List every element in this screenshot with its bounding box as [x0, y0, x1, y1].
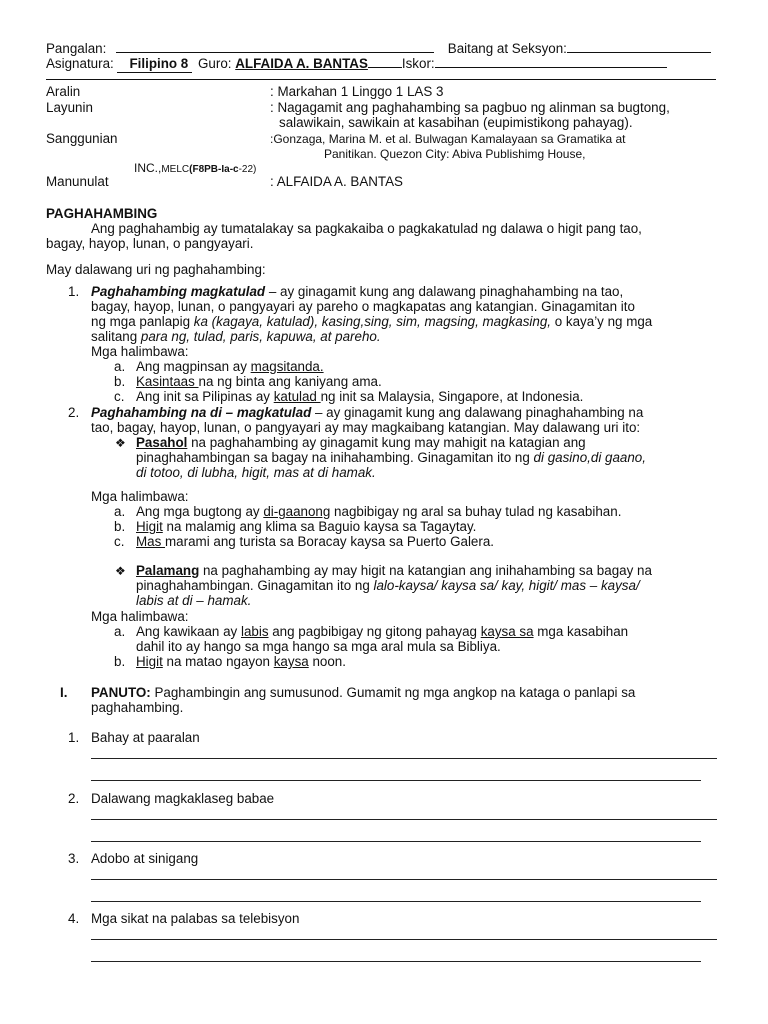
palamang-line-3: labis at di – hamak. — [136, 593, 252, 608]
aralin-label: Aralin — [46, 84, 81, 99]
item1-line-2: bagay, hayop, lunan, o pangyayari ay pareho o magkapatas ang katangian. Ginagamitan ito — [91, 299, 635, 314]
item1-line-3: ng mga panlapig ka (kagaya, katulad), kasing,sing, sim, magsing, magkasing, o kaya’y ng mga — [91, 314, 653, 329]
answer-line[interactable] — [91, 841, 701, 842]
item2-term: Paghahambing na di – magkatulad — [91, 405, 312, 420]
question-4-text: Mga sikat na palabas sa telebisyon — [91, 911, 300, 926]
lesson-intro-1: Ang paghahambig ay tumatalakay sa pagkakaiba o pagkakatulad ng dalawa o higit pang tao, — [91, 221, 642, 236]
panuto-label: PANUTO: — [91, 685, 151, 700]
sanggunian-label: Sanggunian — [46, 131, 118, 146]
question-3-number: 3. — [68, 851, 80, 866]
question-4-number: 4. — [68, 911, 80, 926]
pasahol-term: Pasahol — [136, 435, 188, 450]
pasahol-example-a-letter: a. — [114, 504, 126, 519]
pasahol-line-1: Pasahol na paghahambing ay ginagamit kung may mahigit na katagian ang — [136, 435, 586, 450]
pangalan-field[interactable] — [116, 40, 434, 53]
question-1-number: 1. — [68, 730, 80, 745]
palamang-term: Palamang — [136, 563, 200, 578]
item1-example-b: Kasintaas na ng binta ang kaniyang ama. — [136, 374, 382, 389]
sanggunian-value-2: Panitikan. Quezon City: Abiva Publishimg House, — [324, 147, 586, 161]
pangalan-label: Pangalan: — [46, 41, 107, 56]
palamang-halimbawa: Mga halimbawa: — [91, 609, 189, 624]
melc-tail: -22) — [238, 164, 257, 175]
melc-line — [134, 160, 256, 178]
answer-line[interactable] — [91, 961, 701, 962]
panuto-number: I. — [60, 685, 68, 700]
item2-line-1: Paghahambing na di – magkatulad – ay ginagamit kung ang dalawang pinaghahambing na — [91, 405, 644, 420]
asignatura-value: Filipino 8 — [117, 56, 192, 73]
item1-example-a-letter: a. — [114, 359, 126, 374]
lesson-title: PAGHAHAMBING — [46, 206, 158, 221]
pasahol-halimbawa: Mga halimbawa: — [91, 489, 189, 504]
item1-halimbawa: Mga halimbawa: — [91, 344, 189, 359]
header-divider — [46, 79, 716, 80]
layunin-value-1: : Nagagamit ang paghahambing sa pagbuo ng alinman sa bugtong, — [270, 100, 670, 115]
answer-line[interactable] — [91, 819, 717, 820]
lesson-intro-2: bagay, hayop, lunan, o pangyayari. — [46, 236, 254, 251]
manunulat-value: : ALFAIDA A. BANTAS — [270, 174, 403, 189]
palamang-bullet-icon: ❖ — [115, 564, 126, 578]
inc-text: INC., — [134, 161, 162, 175]
header-row-2 — [46, 55, 667, 73]
pasahol-line-3: di totoo, di lubha, higit, mas at di hamak. — [136, 465, 376, 480]
question-1-text: Bahay at paaralan — [91, 730, 200, 745]
answer-line[interactable] — [91, 901, 701, 902]
layunin-value-2: salawikain, sawikain at kasabihan (eupimistikong pahayag). — [279, 115, 633, 130]
manunulat-label: Manunulat — [46, 174, 109, 189]
iskor-label: Iskor: — [401, 56, 435, 71]
answer-line[interactable] — [91, 780, 701, 781]
pasahol-example-a: Ang mga bugtong ay di-gaanong nagbibigay ng aral sa buhay tulad ng kasabihan. — [136, 504, 622, 519]
melc-code: (F8PB-Ia-c — [189, 164, 239, 175]
pasahol-example-b-letter: b. — [114, 519, 126, 534]
pasahol-example-c-letter: c. — [114, 534, 125, 549]
item1-line-1: Paghahambing magkatulad – ay ginagamit kung ang dalawang pinaghahambing na tao, — [91, 284, 624, 299]
item1-example-c: Ang init sa Pilipinas ay katulad ng init sa Malaysia, Singapore, at Indonesia. — [136, 389, 584, 404]
item1-term: Paghahambing magkatulad — [91, 284, 266, 299]
baitang-field[interactable] — [567, 40, 711, 53]
answer-line[interactable] — [91, 939, 717, 940]
item2-line-2: tao, bagay, hayop, lunan, o pangyayari ay may magkaibang katangian. May dalawang uri ito: — [91, 420, 641, 435]
sanggunian-value-1: :Gonzaga, Marina M. et al. Bulwagan Kamalayaan sa Gramatika at — [270, 132, 626, 146]
palamang-line-2: pinaghahambingan. Ginagamitan ito ng lalo-kaysa/ kaysa sa/ kay, higit/ mas – kaysa/ — [136, 578, 640, 593]
item1-example-a: Ang magpinsan ay magsitanda. — [136, 359, 324, 374]
pasahol-bullet-icon: ❖ — [115, 436, 126, 450]
pasahol-line-2: pinaghahambingan sa bagay na inihahambing. Ginagamitan ito ng di gasino,di gaano, — [136, 450, 646, 465]
answer-line[interactable] — [91, 879, 717, 880]
guro-value: ALFAIDA A. BANTAS — [235, 56, 368, 71]
question-3-text: Adobo at sinigang — [91, 851, 199, 866]
baitang-label: Baitang at Seksyon: — [447, 41, 567, 56]
palamang-example-b: Higit na matao ngayon kaysa noon. — [136, 654, 346, 669]
pasahol-example-c: Mas marami ang turista sa Boracay kaysa sa Puerto Galera. — [136, 534, 494, 549]
pasahol-example-b: Higit na malamig ang klima sa Baguio kaysa sa Tagaytay. — [136, 519, 477, 534]
aralin-value: : Markahan 1 Linggo 1 LAS 3 — [270, 84, 444, 99]
palamang-example-a-line-2: dahil ito ay hango sa mga hango sa mga aral mula sa Bibliya. — [136, 639, 501, 654]
item2-number: 2. — [68, 405, 80, 420]
iskor-field[interactable] — [435, 55, 667, 68]
palamang-example-a-letter: a. — [114, 624, 126, 639]
item1-number: 1. — [68, 284, 80, 299]
question-2-text: Dalawang magkaklaseg babae — [91, 791, 275, 806]
item1-line-4: salitang para ng, tulad, paris, kapuwa, at pareho. — [91, 329, 381, 344]
asignatura-label: Asignatura: — [46, 56, 114, 71]
palamang-example-a: Ang kawikaan ay labis ang pagbibigay ng gitong pahayag kaysa sa mga kasabihan — [136, 624, 629, 639]
melc-small: MELC — [161, 164, 190, 175]
item1-example-b-letter: b. — [114, 374, 126, 389]
panuto-line-2: paghahambing. — [91, 700, 184, 715]
guro-label: Guro: — [198, 56, 232, 71]
palamang-line-1: Palamang na paghahambing ay may higit na katangian ang inihahambing sa bagay na — [136, 563, 652, 578]
palamang-example-b-letter: b. — [114, 654, 126, 669]
question-2-number: 2. — [68, 791, 80, 806]
item1-example-c-letter: c. — [114, 389, 125, 404]
uri-intro: May dalawang uri ng paghahambing: — [46, 262, 266, 277]
answer-line[interactable] — [91, 758, 717, 759]
panuto-line-1: PANUTO: Paghambingin ang sumusunod. Gumamit ng mga angkop na kataga o panlapi sa — [91, 685, 636, 700]
layunin-label: Layunin — [46, 100, 93, 115]
